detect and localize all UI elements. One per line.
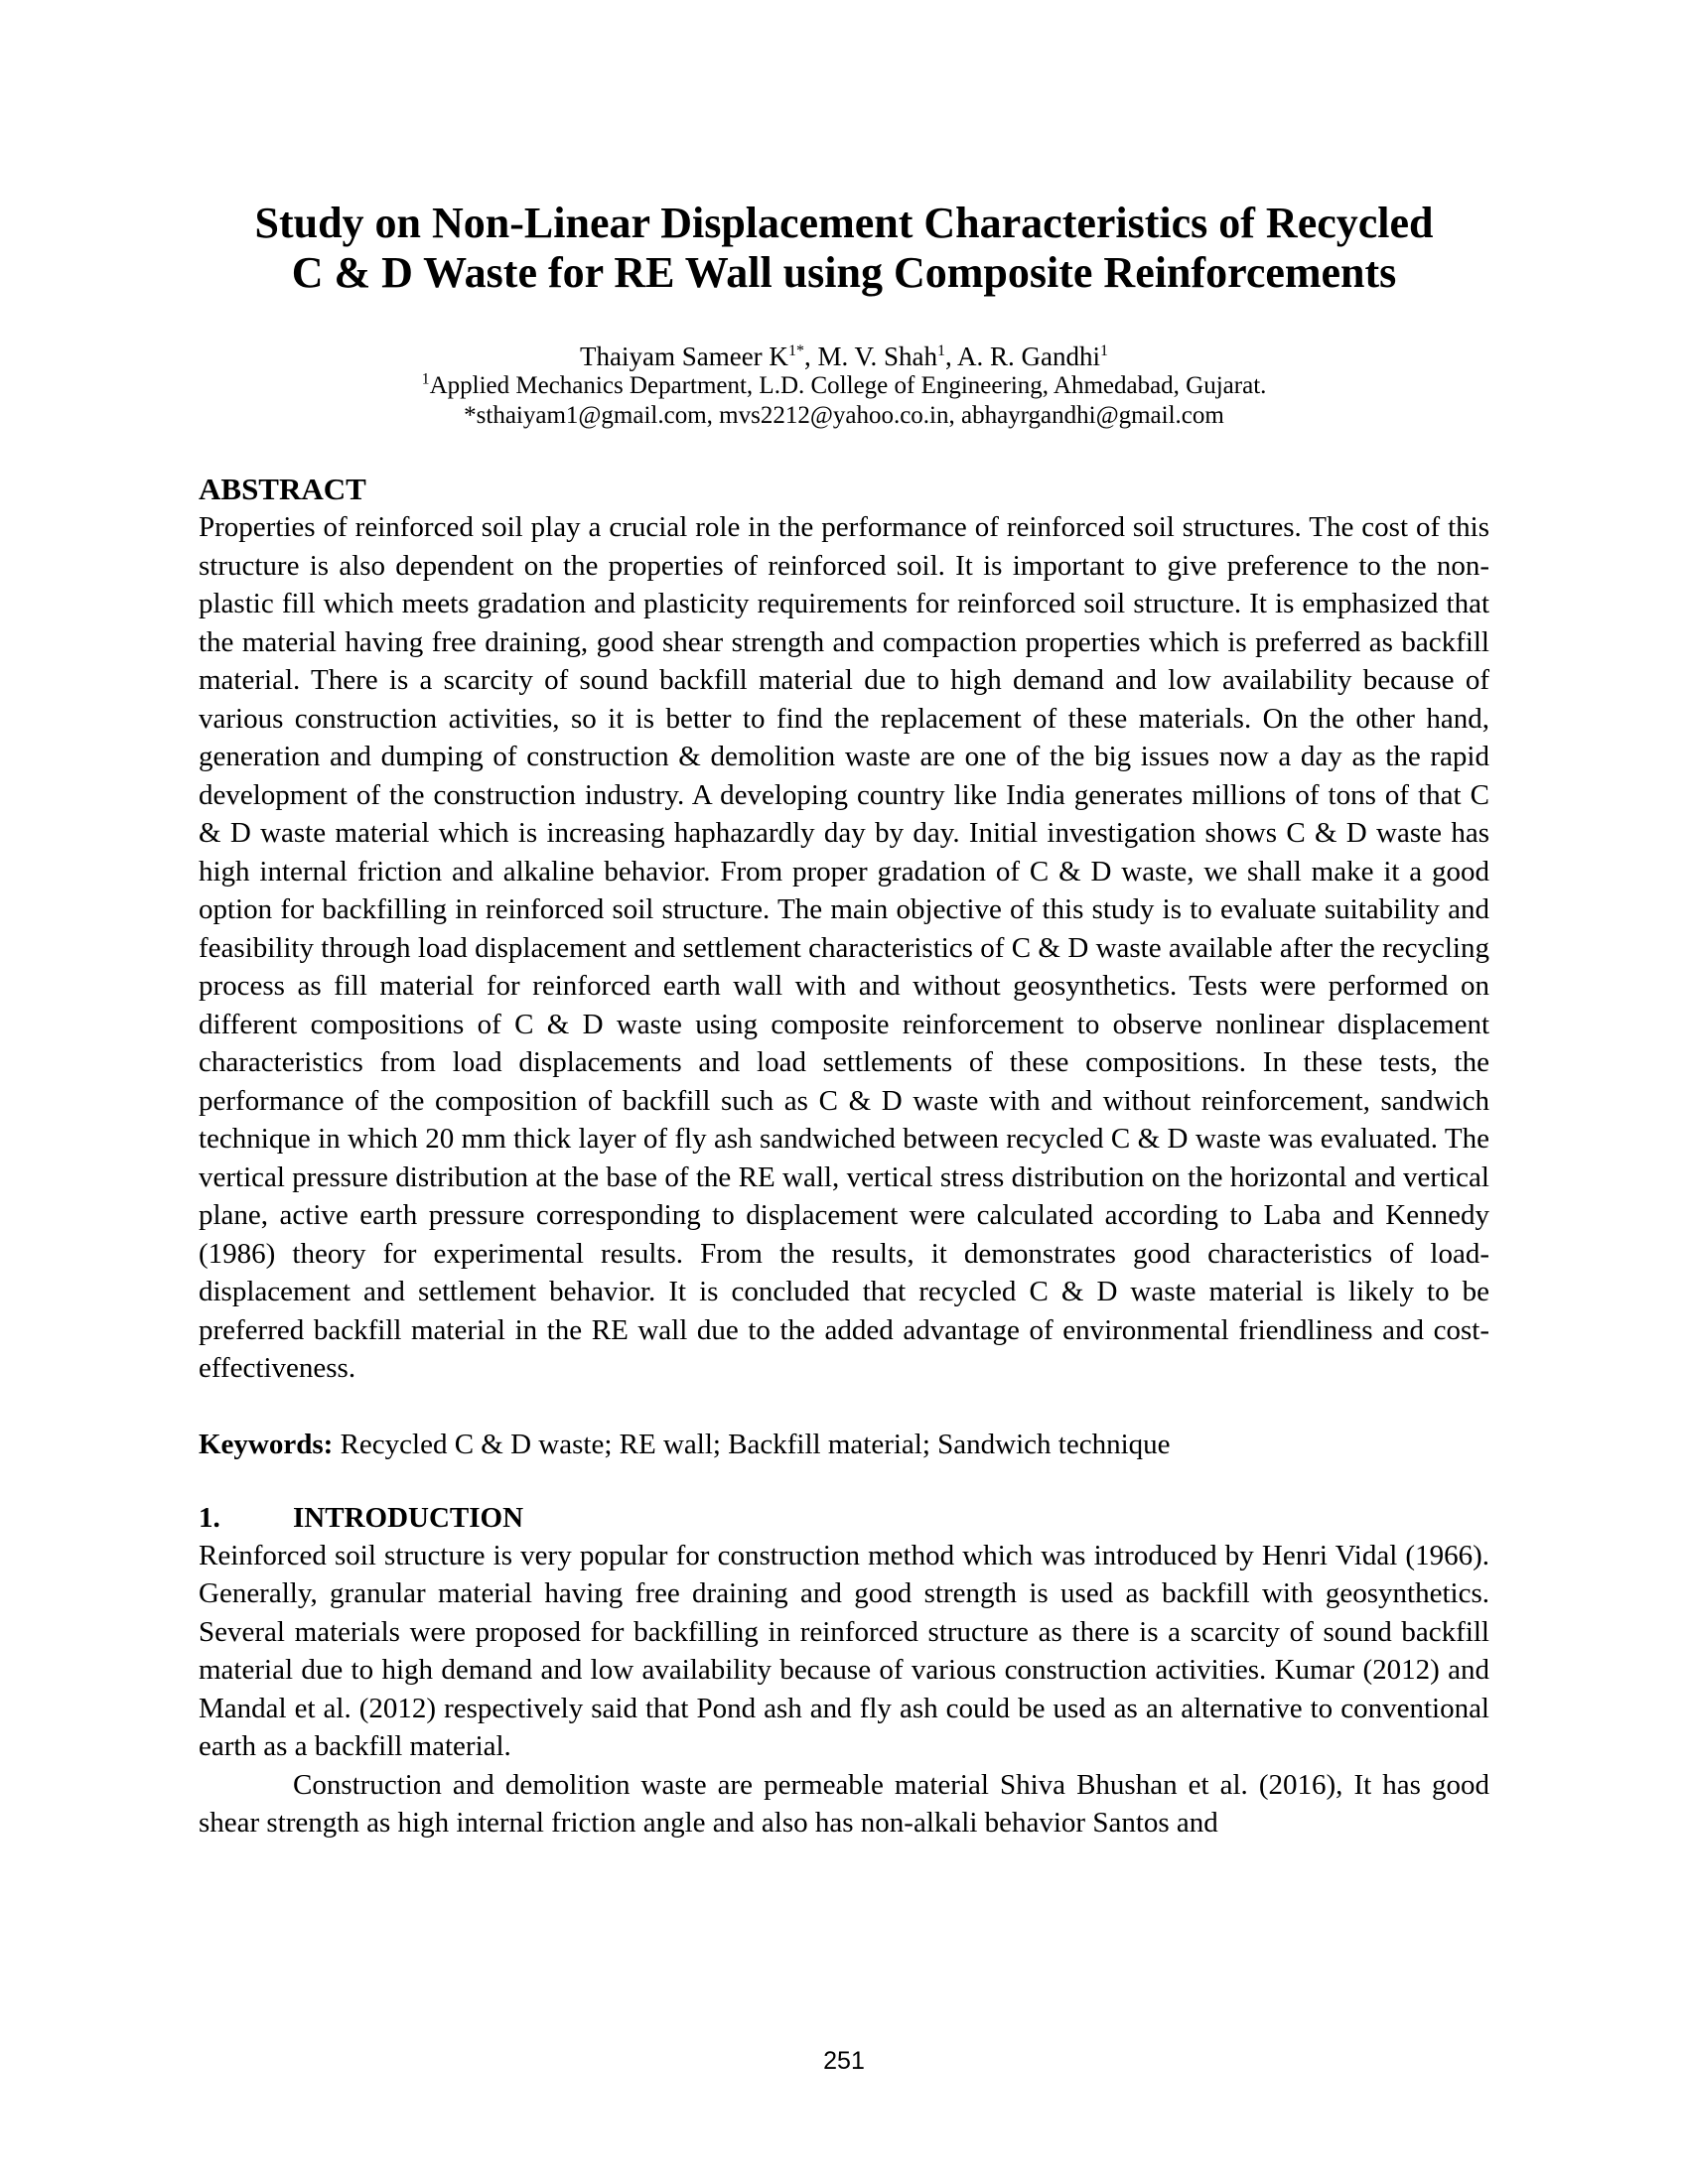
keywords-label: Keywords: bbox=[199, 1428, 334, 1460]
author-2-sup: 1 bbox=[936, 342, 945, 359]
page-number: 251 bbox=[823, 2047, 865, 2075]
affiliation-text: Applied Mechanics Department, L.D. College of Engineering, Ahmedabad, Gujarat. bbox=[429, 372, 1267, 399]
abstract-heading: ABSTRACT bbox=[199, 472, 366, 506]
author-3-sup: 1 bbox=[1100, 342, 1108, 359]
introduction-paragraph-2: Construction and demolition waste are permeable material Shiva Bhushan et al. (2016), It has good shear strength as high internal friction angle and also has non-alkali behavior Santos and bbox=[199, 1768, 1489, 1839]
author-1: Thaiyam Sameer K bbox=[580, 341, 788, 371]
affiliation-sup: 1 bbox=[421, 370, 430, 388]
introduction-heading bbox=[199, 1499, 1489, 1537]
introduction-paragraph-1: Reinforced soil structure is very popular for construction method which was introduced by Henri Vidal (1966). Generally, granular material having free draining and good strength is used as backfill with geosynthetics. Several materials were proposed for backfilling in reinforced structure as there is a scarcity of sound backfill material due to high demand and low availability because of various construction activities. Kumar (2012) and Mandal et al. (2012) respectively said that Pond ash and fly ash could be used as an alternative to conventional earth as a backfill material. bbox=[199, 1539, 1489, 1762]
paper-title bbox=[199, 199, 1489, 298]
keywords bbox=[199, 1426, 1489, 1463]
author-3: , A. R. Gandhi bbox=[944, 341, 1100, 371]
section-title: INTRODUCTION bbox=[293, 1501, 524, 1534]
author-2: , M. V. Shah bbox=[803, 341, 937, 371]
affiliation bbox=[199, 371, 1489, 401]
title-line-2: C & D Waste for RE Wall using Composite Reinforcements bbox=[291, 248, 1397, 297]
author-1-sup: 1* bbox=[787, 342, 804, 359]
author-list bbox=[199, 341, 1489, 371]
paper-page bbox=[199, 0, 1489, 2184]
keywords-text: Recycled C & D waste; RE wall; Backfill material; Sandwich technique bbox=[333, 1428, 1171, 1460]
title-line-1: Study on Non-Linear Displacement Characteristics of Recycled bbox=[254, 199, 1434, 247]
section-number: 1. bbox=[199, 1501, 220, 1534]
author-emails: *sthaiyam1@gmail.com, mvs2212@yahoo.co.in, abhayrgandhi@gmail.com bbox=[464, 402, 1224, 429]
abstract-text: Properties of reinforced soil play a crucial role in the performance of reinforced soil structures. The cost of this structure is also dependent on the properties of reinforced soil. It is important to give preference to the non-plastic fill which meets gradation and plasticity requirements for reinforced soil structure. It is emphasized that the material having free draining, good shear strength and compaction properties which is preferred as backfill material. There is a scarcity of sound backfill material due to high demand and low availability because of various construction activities, so it is better to find the replacement of these materials. On the other hand, generation and dumping of construction & demolition waste are one of the big issues now a day as the rapid development of the construction industry. A developing country like India generates millions of tons of that C & D waste material which is increasing haphazardly day by day. Initial investigation shows C & D waste has high internal friction and alkaline behavior. From proper gradation of C & D waste, we shall make it a good option for backfilling in reinforced soil structure. The main objective of this study is to evaluate suitability and feasibility through load displacement and settlement characteristics of C & D waste available after the recycling process as fill material for reinforced earth wall with and without geosynthetics. Tests were performed on different compositions of C & D waste using composite reinforcement to observe nonlinear displacement characteristics from load displacements and load settlements of these compositions. In these tests, the performance of the composition of backfill such as C & D waste with and without reinforcement, sandwich technique in which 20 mm thick layer of fly ash sandwiched between recycled C & D waste was evaluated. The vertical pressure distribution at the base of the RE wall, vertical stress distribution on the horizontal and vertical plane, active earth pressure corresponding to displacement were calculated according to Laba and Kennedy (1986) theory for experimental results. From the results, it demonstrates good characteristics of load-displacement and settlement behavior. It is concluded that recycled C & D waste material is likely to be preferred backfill material in the RE wall due to the added advantage of environmental friendliness and cost-effectiveness. bbox=[199, 511, 1489, 1384]
